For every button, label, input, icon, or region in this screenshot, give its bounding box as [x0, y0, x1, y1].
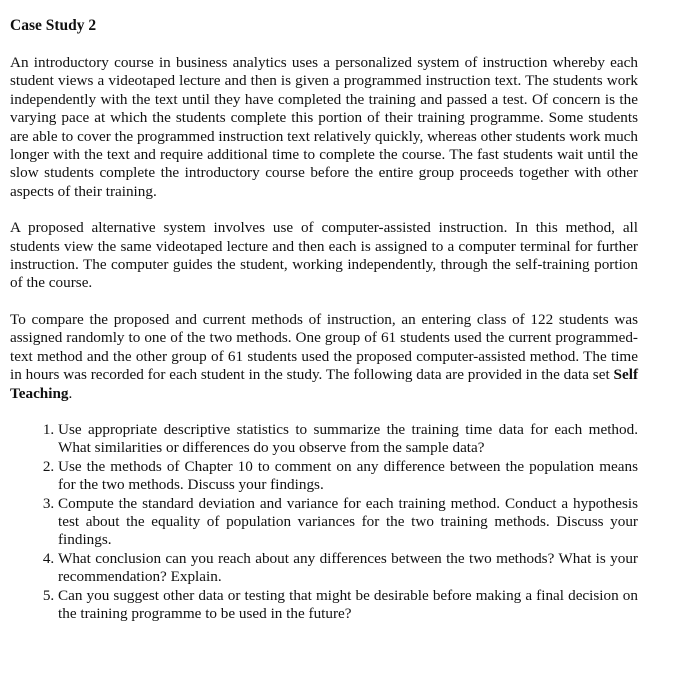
dataset-name: Self Teaching — [10, 366, 638, 402]
paragraph-introduction: An introductory course in business analytics uses a personalized system of instruction whereby each student views a videotaped lecture and then is given a programmed instruction text. The students work independently with the text until they have completed the training and passed a test. Of concern is the varying pace at which the students complete this portion of their training programme. Some students are able to cover the programmed instruction text relatively quickly, whereas other students work much longer with the text and require additional time to complete the course. The fast students wait until the slow students complete the introductory course before the entire group proceeds together with other aspects of their training. — [10, 54, 638, 200]
question-item: 4. What conclusion can you reach about any differences between the two methods? What is your recommendation? Explain. — [58, 550, 638, 587]
question-item: 2. Use the methods of Chapter 10 to comment on any difference between the population means for the two methods. Discuss your findings. — [58, 458, 638, 495]
question-item: 5. Can you suggest other data or testing that might be desirable before making a final decision on the training programme to be used in the future? — [58, 587, 638, 624]
paragraph-comparison — [10, 311, 638, 403]
paragraph-comparison-text: To compare the proposed and current methods of instruction, an entering class of 122 students was assigned randomly to one of the two methods. One group of 61 students used the current programmed-text method and the other group of 61 students used the proposed computer-assisted method. The time in hours was recorded for each student in the study. The following data are provided in the data set — [10, 310, 638, 384]
paragraph-proposed-system: A proposed alternative system involves use of computer-assisted instruction. In this method, all students view the same videotaped lecture and then each is assigned to a computer terminal for further instruction. The computer guides the student, working independently, through the self-training portion of the course. — [10, 219, 638, 292]
question-item: 1. Use appropriate descriptive statistics to summarize the training time data for each method. What similarities or differences do you observe from the sample data? — [58, 421, 638, 458]
question-item: 3. Compute the standard deviation and variance for each training method. Conduct a hypothesis test about the equality of population variances for the two training methods. Discuss your findings. — [58, 495, 638, 550]
question-list — [10, 421, 638, 623]
case-study-title: Case Study 2 — [10, 17, 97, 34]
paragraph-comparison-end: . — [68, 384, 73, 402]
